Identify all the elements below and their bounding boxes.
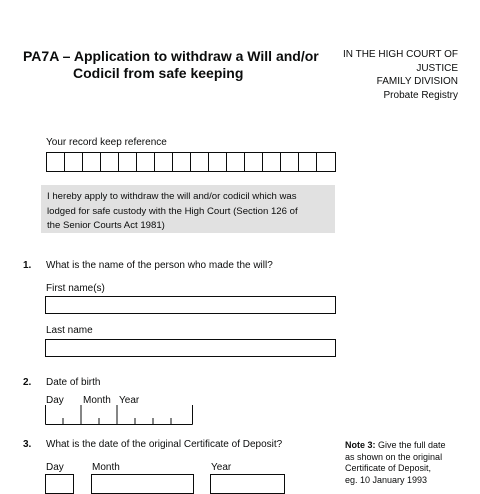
- record-reference-box[interactable]: [47, 153, 65, 171]
- question-1-text: What is the name of the person who made the will?: [46, 260, 273, 271]
- deposit-day-input[interactable]: [45, 474, 74, 494]
- record-reference-box[interactable]: [317, 153, 335, 171]
- question-2-number: 2.: [23, 377, 32, 388]
- title-text-line-1: Application to withdraw a Will and/or: [73, 48, 319, 64]
- record-reference-label: Your record keep reference: [46, 137, 167, 148]
- form-code: PA7A: [23, 48, 59, 64]
- court-line-1: IN THE HIGH COURT OF: [342, 49, 458, 60]
- first-name-input[interactable]: [45, 296, 336, 314]
- declaration-line-2: lodged for safe custody with the High Court (Section 126 of: [47, 205, 298, 217]
- question-1-number: 1.: [23, 260, 32, 271]
- dob-month-label: Month: [83, 395, 111, 406]
- deposit-month-label: Month: [92, 462, 120, 473]
- record-reference-box[interactable]: [83, 153, 101, 171]
- form-title-line-1: [23, 48, 319, 64]
- declaration-line-3: the Senior Courts Act 1981): [47, 220, 165, 231]
- record-reference-box[interactable]: [65, 153, 83, 171]
- dob-day-label: Day: [46, 395, 64, 406]
- record-reference-box[interactable]: [209, 153, 227, 171]
- note-3-line-2: as shown on the original: [345, 451, 443, 462]
- record-reference-box[interactable]: [101, 153, 119, 171]
- deposit-day-label: Day: [46, 462, 64, 473]
- deposit-month-input[interactable]: [91, 474, 194, 494]
- date-of-birth-input[interactable]: [45, 405, 193, 425]
- declaration-line-1: I hereby apply to withdraw the will and/or codicil which was: [47, 191, 297, 202]
- record-reference-box[interactable]: [263, 153, 281, 171]
- deposit-year-label: Year: [211, 462, 232, 473]
- note-3-heading: Note 3:: [345, 440, 376, 450]
- record-reference-box[interactable]: [155, 153, 173, 171]
- court-heading: [343, 48, 458, 102]
- record-reference-box[interactable]: [227, 153, 245, 171]
- question-3-text: What is the date of the original Certificate of Deposit?: [46, 439, 283, 450]
- last-name-input[interactable]: [45, 339, 336, 357]
- title-dash: –: [58, 48, 74, 64]
- date-of-birth-boxes: [45, 405, 193, 425]
- record-reference-box[interactable]: [137, 153, 155, 171]
- note-3: [345, 440, 465, 486]
- court-line-3: FAMILY DIVISION: [376, 76, 458, 87]
- record-reference-box[interactable]: [173, 153, 191, 171]
- court-line-2: JUSTICE: [416, 62, 458, 74]
- dob-year-label: Year: [119, 395, 140, 406]
- record-reference-box[interactable]: [281, 153, 299, 171]
- record-reference-box[interactable]: [119, 153, 137, 171]
- note-3-line-1: [345, 440, 465, 452]
- note-3-line-1-text: Give the full date: [375, 440, 446, 450]
- title-text-line-2: Codicil from safe keeping: [73, 65, 244, 81]
- record-reference-input[interactable]: [46, 152, 336, 172]
- record-reference-box[interactable]: [245, 153, 263, 171]
- note-3-line-3: Certificate of Deposit,: [345, 463, 432, 473]
- record-reference-box[interactable]: [191, 153, 209, 171]
- note-3-line-4: eg. 10 January 1993: [345, 474, 428, 485]
- declaration-box: [41, 185, 335, 233]
- deposit-year-input[interactable]: [210, 474, 285, 494]
- court-line-4: Probate Registry: [383, 89, 458, 101]
- record-reference-box[interactable]: [299, 153, 317, 171]
- first-name-label: First name(s): [46, 283, 105, 294]
- last-name-label: Last name: [46, 325, 93, 336]
- question-3-number: 3.: [23, 439, 32, 450]
- question-2-text: Date of birth: [46, 377, 101, 388]
